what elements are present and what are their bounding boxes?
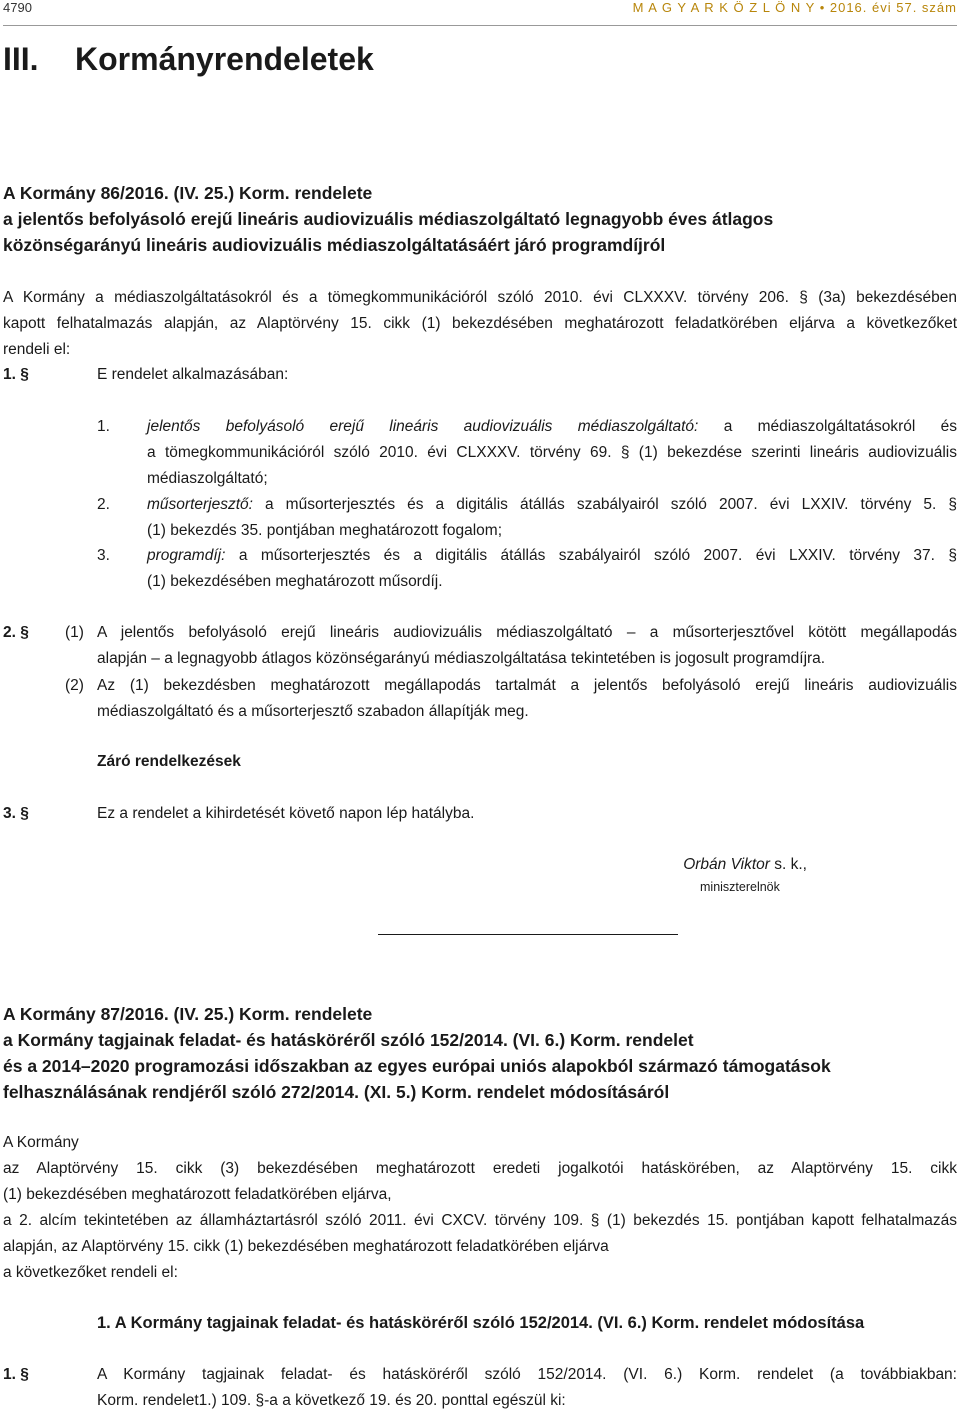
definition-text: médiaszolgáltató; [147, 470, 268, 487]
section-1-number: 1. § [3, 366, 29, 383]
item-number: 1. [97, 418, 110, 435]
journal-title: M A G Y A R K Ö Z L Ö N Y • 2016. évi 57. szám [632, 0, 957, 15]
decree1-title-line: a jelentős befolyásoló erejű lineáris audiovizuális médiaszolgáltató legnagyobb éves átlagos [3, 209, 774, 229]
section-3-text: Ez a rendelet a kihirdetését követő napon lép hatályba. [97, 805, 475, 822]
paragraph-text: Az (1) bekezdésben meghatározott megállapodás tartalmát a jelentős befolyásoló erejű lineáris audiovizuális [97, 677, 957, 694]
section-2-number: 2. § [3, 624, 29, 641]
paragraph-text: médiaszolgáltató és a műsorterjesztő szabadon állapítják meg. [97, 703, 529, 720]
decree2-title-line: a Kormány tagjainak feladat- és hatásköréről szóló 152/2014. (VI. 6.) Korm. rendelet [3, 1030, 694, 1050]
paragraph-text: alapján – a legnagyobb átlagos közönségarányú médiaszolgáltatása tekintetében is jogosult programdíjra. [97, 650, 826, 667]
definition-text: a médiaszolgáltatásokról és [723, 418, 957, 435]
definition-text: a tömegkommunikációról szóló 2010. évi CLXXXV. törvény 69. § (1) bekezdése szerinti lineáris audiovizuális [147, 444, 957, 461]
preamble-line: alapján, az Alaptörvény 15. cikk (1) bekezdésében meghatározott feladatkörében eljárva [3, 1238, 609, 1255]
signatory-role: miniszterelnök [700, 880, 780, 894]
definition-text: a műsorterjesztés és a digitális átállás szabályairól szóló 2007. évi LXXIV. törvény 5. § [265, 496, 957, 513]
definition-text: (1) bekezdés 35. pontjában meghatározott fogalom; [147, 522, 503, 539]
decree2-section-1-number: 1. § [3, 1366, 29, 1383]
decree1-title [3, 180, 957, 258]
preamble-line: az Alaptörvény 15. cikk (3) bekezdésében meghatározott eredeti jogalkotói hatáskörében, az Alaptörvény 15. cikk [3, 1160, 957, 1177]
definition-text: (1) bekezdésében meghatározott műsordíj. [147, 573, 443, 590]
item-number: 2. [97, 496, 110, 513]
decree2-title [3, 1001, 957, 1105]
decree2-subtitle: 1. A Kormány tagjainak feladat- és hatásköréről szóló 152/2014. (VI. 6.) Korm. rendelet módosítása [97, 1314, 865, 1332]
decree2-title-line: felhasználásának rendjéről szóló 272/2014. (XI. 5.) Korm. rendelet módosításáról [3, 1082, 670, 1102]
preamble-line: A Kormány a médiaszolgáltatásokról és a tömegkommunikációról szóló 2010. évi CLXXXV. törvény 206. § (3a) bekezdésében [3, 289, 957, 306]
defined-term: programdíj: [147, 547, 226, 564]
page-header [3, 0, 957, 24]
decree1-title-line: A Kormány 86/2016. (IV. 25.) Korm. rendelete [3, 183, 373, 203]
defined-term: műsorterjesztő: [147, 496, 253, 513]
paragraph-number: (2) [65, 677, 84, 694]
decree2-section-1-text [97, 1362, 957, 1414]
decree2-preamble [3, 1130, 957, 1286]
section-text: Korm. rendelet1.) 109. §-a a következő 19. és 20. ponttal egészül ki: [97, 1392, 566, 1409]
signature-suffix: s. k., [769, 856, 807, 873]
preamble-line: a 2. alcím tekintetében az államháztartásról szóló 2011. évi CXCV. törvény 109. § (1) bekezdés 15. pontjában kapott felhatalmazás [3, 1212, 957, 1229]
preamble-line: rendeli el: [3, 341, 71, 358]
decree-separator [378, 934, 678, 935]
definition-text: a műsorterjesztés és a digitális átállás szabályairól szóló 2007. évi LXXIV. törvény 37. § [238, 547, 957, 564]
decree2-title-line: és a 2014–2020 programozási időszakban az egyes európai uniós alapokból származó támogatások [3, 1056, 831, 1076]
decree1-title-line: közönségarányú lineáris audiovizuális médiaszolgáltatásáért járó programdíjról [3, 235, 666, 255]
item-number: 3. [97, 547, 110, 564]
section-text: A Kormány tagjainak feladat- és hatásköréről szóló 152/2014. (VI. 6.) Korm. rendelet (a továbbiakban: [97, 1366, 957, 1383]
defined-term: jelentős befolyásoló erejű lineáris audiovizuális médiaszolgáltató: [147, 418, 699, 435]
chapter-heading [3, 41, 374, 78]
preamble-line: kapott felhatalmazás alapján, az Alaptörvény 15. cikk (1) bekezdésében meghatározott feladatkörében eljárva a következőket [3, 315, 957, 332]
closing-heading: Záró rendelkezések [97, 753, 241, 770]
section-1-intro: E rendelet alkalmazásában: [97, 366, 289, 383]
chapter-number: III. [3, 41, 39, 77]
signatory-name: Orbán Viktor [683, 856, 770, 873]
preamble-line: (1) bekezdésében meghatározott feladatkörében eljárva, [3, 1186, 392, 1203]
paragraph-text: A jelentős befolyásoló erejű lineáris audiovizuális médiaszolgáltató – a műsorterjesztővel kötött megállapodás [97, 624, 957, 641]
decree2-title-line: A Kormány 87/2016. (IV. 25.) Korm. rendelete [3, 1004, 373, 1024]
signature [683, 856, 807, 874]
decree1-preamble [3, 285, 957, 363]
chapter-title: Kormányrendeletek [75, 41, 374, 77]
page-number: 4790 [3, 0, 32, 15]
paragraph-number: (1) [65, 624, 84, 641]
preamble-line: a következőket rendeli el: [3, 1264, 178, 1281]
section-3-number: 3. § [3, 805, 29, 822]
preamble-line: A Kormány [3, 1134, 79, 1151]
header-rule [3, 25, 957, 26]
